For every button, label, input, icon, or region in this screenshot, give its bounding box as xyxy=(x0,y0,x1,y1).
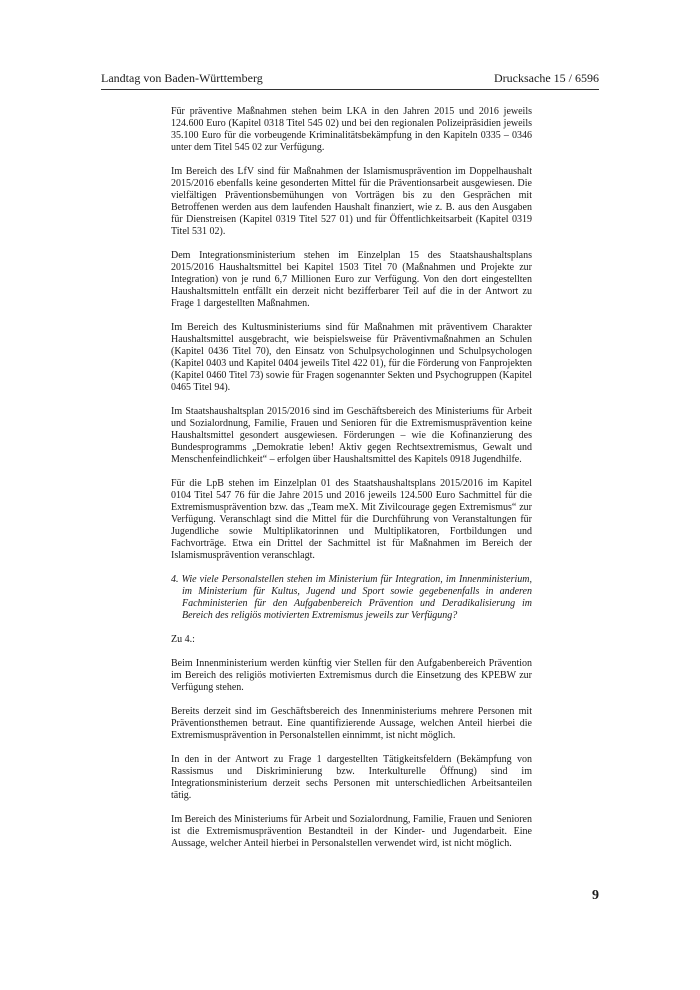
page-number: 9 xyxy=(592,888,599,903)
paragraph-lpb-funding: Für die LpB stehen im Einzelplan 01 des Staatshaushaltsplans 2015/2016 im Kapitel 0104 Titel 547 76 für die Jahre 2015 und 2016 jeweils 124.500 Euro Sachmittel für die Extremismusprävention bzw. das „Team meX. Mit Zivilcourage gegen Extremismus“ zur Verfügung. Veranschlagt sind die Mittel für die Durchführung von Veranstaltungen für Jugendliche sowie Multiplikatorinnen und Multiplikatoren, Fortbildungen und Fachvorträge. Etwa ein Drittel der Sachmittel ist für Maßnahmen im Bereich der Islamismusprävention veranschlagt. xyxy=(171,478,532,561)
paragraph-education-ministry-funding: Im Bereich des Kultusministeriums sind für Maßnahmen mit präventivem Charakter Haushaltsmittel ausgebracht, wie beispielsweise für Präventivmaßnahmen an Schulen (Kapitel 0436 Titel 70), den Einsatz von Schulpsychologinnen und Schulpsychologen (Kapitel 0403 und Kapitel 0404 jeweils Titel 422 01), für die Förderung von Fanprojekten (Kapitel 0460 Titel 73) sowie für Fragen sogenannter Sekten und Psychogruppen (Kapitel 0465 Titel 94). xyxy=(171,322,532,393)
page-header xyxy=(101,71,599,85)
answer-paragraph: In den in der Antwort zu Frage 1 dargestellten Tätigkeitsfeldern (Bekämpfung von Rassismus und Diskriminierung bzw. Interkulturelle Öffnung) sind im Integrationsministerium derzeit sechs Personen mit unterschiedlichen Arbeitsanteilen tätig. xyxy=(171,754,532,801)
header-rule xyxy=(101,89,599,90)
paragraph-integration-ministry-funding: Dem Integrationsministerium stehen im Einzelplan 15 des Staatshaushaltsplans 2015/2016 Haushaltsmittel bei Kapitel 1503 Titel 70 (Maßnahmen und Projekte zur Integration) von je rund 6,7 Millionen Euro zur Verfügung. Von den dort eingestellten Haushaltsmitteln entfällt ein derzeit nicht bezifferbarer Teil auf die in der Antwort zu Frage 1 dargestellten Maßnahmen. xyxy=(171,250,532,309)
document-body xyxy=(171,106,532,862)
answer-paragraph: Im Bereich des Ministeriums für Arbeit und Sozialordnung, Familie, Frauen und Senioren ist die Extremismusprävention Bestandteil in der Kinder- und Jugendarbeit. Eine Aussage, welcher Anteil hierbei in Personalstellen verwendet wird, ist nicht möglich. xyxy=(171,814,532,849)
answer-label: Zu 4.: xyxy=(171,634,195,645)
paragraph-social-ministry-funding: Im Staatshaushaltsplan 2015/2016 sind im Geschäftsbereich des Ministeriums für Arbeit und Sozialordnung, Familie, Frauen und Senioren für die Extremismusprävention keine Haushaltsmittel gesondert ausgewiesen. Förderungen – wie die Kofinanzierung des Bundesprogramms „Demokratie leben! Aktiv gegen Rechtsextremismus, Gewalt und Menschenfeindlichkeit“ – erfolgen über Haushaltsmittel des Kapitels 0918 Jugendhilfe. xyxy=(171,406,532,465)
answer-paragraph: Beim Innenministerium werden künftig vier Stellen für den Aufgabenbereich Prävention im Bereich des religiös motivierten Extremismus durch die Einsetzung des KPEBW zur Verfügung stehen. xyxy=(171,658,532,693)
header-parliament-name: Landtag von Baden-Württemberg xyxy=(101,71,263,85)
header-document-number: Drucksache 15 / 6596 xyxy=(494,71,599,85)
paragraph-lfv-funding: Im Bereich des LfV sind für Maßnahmen der Islamismusprävention im Doppelhaushalt 2015/2016 ebenfalls keine gesonderten Mittel für die Präventionsarbeit ausgewiesen. Die vielfältigen Präventionsbemühungen von Vorträgen bis zu den Gesprächen mit Betroffenen werden aus dem laufenden Haushalt finanziert, wie z. B. aus den Ausgaben für Dienstreisen (Kapitel 0319 Titel 527 01) und für Öffentlichkeitsarbeit (Kapitel 0319 Titel 531 02). xyxy=(171,166,532,237)
paragraph-lka-funding: Für präventive Maßnahmen stehen beim LKA in den Jahren 2015 und 2016 jeweils 124.600 Euro (Kapitel 0318 Titel 545 02) und bei den regionalen Polizeipräsidien jeweils 35.100 Euro für die vorbeugende Kriminalitätsbekämpfung in den Kapiteln 0335 – 0346 unter dem Titel 545 02 zur Verfügung. xyxy=(171,106,532,153)
question-4: 4. Wie viele Personalstellen stehen im Ministerium für Integration, im Innenministerium, im Ministerium für Kultus, Jugend und Sport sowie gegebenenfalls in anderen Fachministerien für den Aufgabenbereich Prävention und Deradikalisierung im Bereich des religiös motivierten Extremismus jeweils zur Verfügung? xyxy=(171,574,532,621)
answer-paragraph: Bereits derzeit sind im Geschäftsbereich des Innenministeriums mehrere Personen mit Präventionsthemen betraut. Eine quantifizierende Aussage, welchen Anteil hierbei die Extremismusprävention in Personalstellen einnimmt, ist nicht möglich. xyxy=(171,706,532,741)
